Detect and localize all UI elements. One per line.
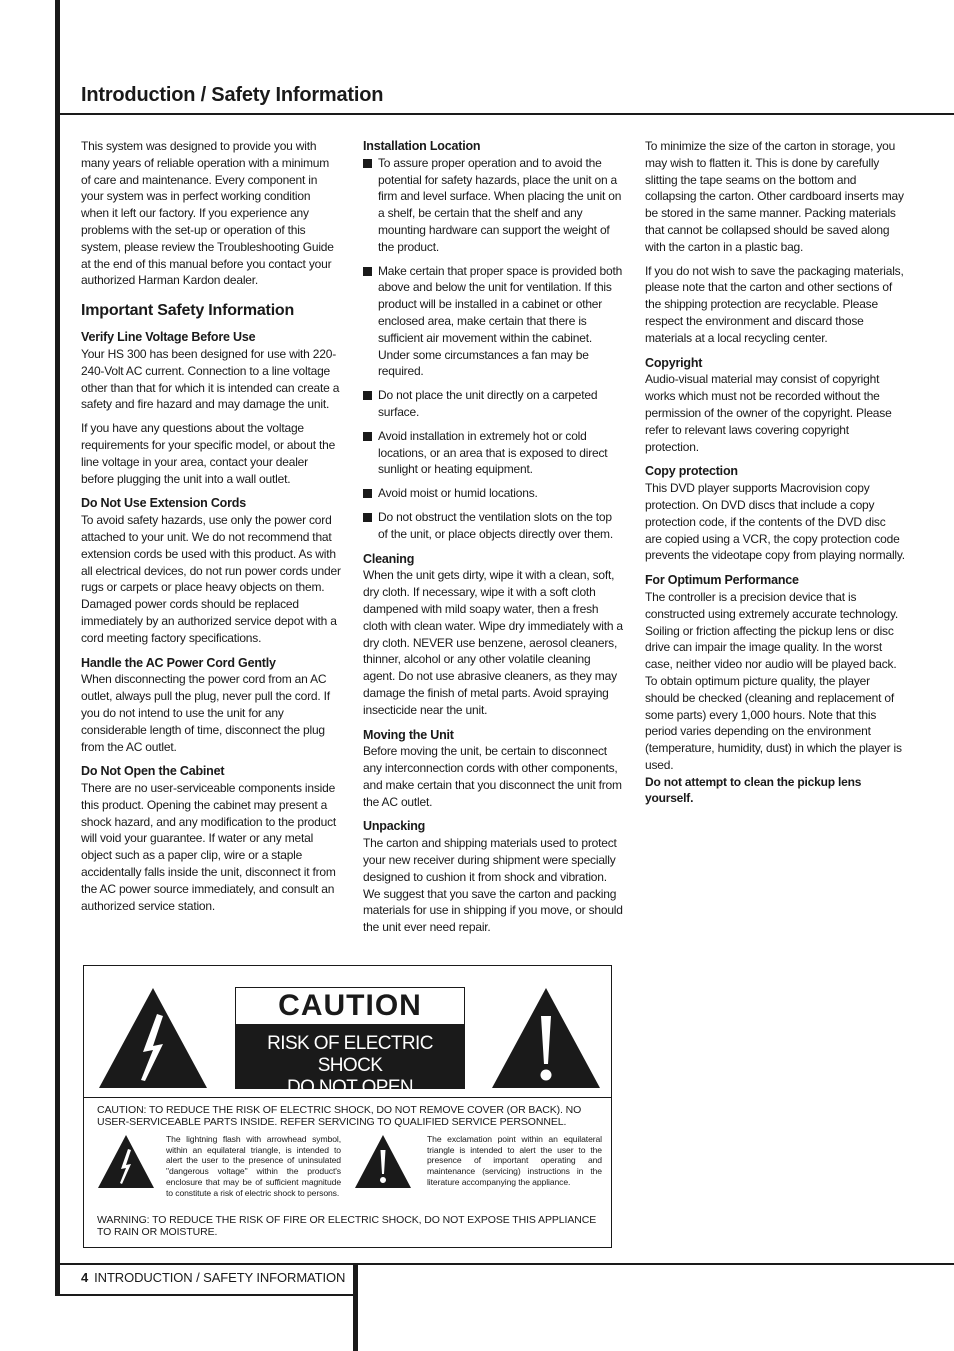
copyright-heading: Copyright	[645, 355, 703, 370]
unpacking-paragraph: The carton and shipping materials used to protect your new receiver during shipment were specially designed to cushion it from shock and vibration. We suggest that you save the carton and packing materials for use in shipping if you move, or should the unit ever need repair.	[363, 836, 623, 935]
voltage-paragraph-1: Your HS 300 has been designed for use with 220-240-Volt AC current. Connection to a line voltage other than that for which it is intended can create a safety and fire hazard and may damage the unit.	[81, 346, 340, 412]
optimum-warning: Do not attempt to clean the pickup lens yourself.	[645, 774, 862, 806]
cleaning-paragraph: When the unit gets dirty, wipe it with a clean, soft, dry cloth. If necessary, wipe it with a soft cloth dampened with mild soapy water, then a fresh cloth with clean water. Wipe dry immediately with a dry cloth. NEVER use benzene, aerosol cleaners, thinner, alcohol or any other volatile cleaning agent. Do not use abrasive cleaners, as they may damage the finish of metal parts. Avoid spraying insecticide near the unit.	[363, 568, 623, 717]
caution-dark-panel	[236, 1024, 464, 1098]
column-2	[363, 138, 623, 943]
footer-divider-bar	[353, 1263, 358, 1351]
list-item: Make certain that proper space is provided both above and below the unit for ventilation. If this product will be installed in a cabinet or other enclosed area, make certain that there is sufficient air movement within the cabinet. Under some circumstances a fan may be required.	[363, 263, 623, 381]
lightning-explanation: The lightning flash with arrowhead symbol, within an equilateral triangle, is intended to alert the user to the presence of uninsulated "dangerous voltage" within the product's enclosure that may be of sufficient magnitude to constitute a risk of electric shock to persons.	[166, 1134, 341, 1198]
lightning-small-icon	[97, 1134, 155, 1189]
list-item: Avoid installation in extremely hot or cold locations, or an area that is exposed to direct sunlight or heating equipment.	[363, 428, 623, 478]
copy-protection-paragraph: This DVD player supports Macrovision copy protection. On DVD discs that include a copy protection code, if the contents of the DVD disc are copied using a VCR, the copy protection code prevents the videotape copy from playing normally.	[645, 481, 905, 563]
install-list	[363, 155, 623, 543]
safety-heading: Important Safety Information	[81, 302, 295, 320]
cords-paragraph: To avoid safety hazards, use only the power cord attached to your unit. We do not recommend that extension cords be used with this product. As with all electrical devices, do not run power cords under rugs or carpets or place heavy objects on them. Damaged power cords should be replaced immediately by an authorized service depot with a cord meeting factory specifications.	[81, 513, 341, 645]
moving-paragraph: Before moving the unit, be certain to disconnect any interconnection cords with other components, and make certain that you disconnect the unit from the AC outlet.	[363, 744, 622, 809]
exclamation-small-icon	[354, 1134, 412, 1189]
carton-paragraph-1: To minimize the size of the carton in storage, you may wish to flatten it. This is done by carefully slitting the tape seams on the bottom and collapsing the carton. Other cardboard inserts may be stored in the same manner. Packing materials that cannot be collapsed should be saved along with the carton in a plastic bag.	[645, 139, 904, 254]
optimum-paragraph: The controller is a precision device that is constructed using extremely accurate technology. Soiling or friction affecting the pickup lens or disc drive can impair the image quality. In the worst case, neither video nor audio will be played back. To obtain optimum picture quality, the player should be checked (cleaning and replacement of some parts) every 1,000 hours. Note that this period varies depending on the environment (temperature, humidity, dust) in which the player is used.	[645, 589, 902, 772]
exclamation-warning-icon	[490, 986, 602, 1090]
handle-heading: Handle the AC Power Cord Gently	[81, 655, 276, 670]
copy-protection-heading: Copy protection	[645, 464, 738, 479]
caution-label-box	[83, 965, 612, 1248]
caution-notice: CAUTION: TO REDUCE THE RISK OF ELECTRIC SHOCK, DO NOT REMOVE COVER (OR BACK). NO USER-SERVICEABLE PARTS INSIDE. REFER SERVICING TO QUALIFIED SERVICE PERSONNEL.	[97, 1104, 582, 1128]
column-1	[81, 138, 341, 921]
exclamation-explanation: The exclamation point within an equilateral triangle is intended to alert the user to the presence of important operating and maintenance (servicing) instructions in the literature accompanying the appliance.	[427, 1134, 602, 1187]
install-heading: Installation Location	[363, 139, 481, 153]
copyright-paragraph: Audio-visual material may consist of copyright works which must not be recorded without the permission of the owner of the copyright. Please refer to relevant laws covering copyright protection.	[645, 372, 892, 454]
header-rule	[60, 113, 954, 115]
moving-heading: Moving the Unit	[363, 727, 454, 742]
cabinet-heading: Do Not Open the Cabinet	[81, 764, 225, 779]
caution-word: CAUTION	[278, 989, 422, 1022]
optimum-heading: For Optimum Performance	[645, 573, 799, 588]
cleaning-heading: Cleaning	[363, 551, 415, 566]
cabinet-paragraph: There are no user-serviceable components inside this product. Opening the cabinet may present a shock hazard, and any modification to the product will void your guarantee. If water or any metal object such as a paper clip, wire or a staple accidentally falls inside the unit, disconnect it from the AC power source immediately, and consult an authorized service station.	[81, 781, 337, 913]
footer-rule	[60, 1263, 954, 1265]
page-footer	[81, 1270, 345, 1286]
unpacking-heading: Unpacking	[363, 819, 426, 834]
caution-top-panel	[84, 966, 611, 1098]
caution-line-2: DO NOT OPEN	[286, 1077, 414, 1098]
footer-label: INTRODUCTION / SAFETY INFORMATION	[94, 1270, 346, 1285]
voltage-paragraph-2: If you have any questions about the voltage requirements for your specific model, or about the line voltage in your area, contact your dealer before plugging the unit into a wall outlet.	[81, 421, 336, 486]
caution-warning: WARNING: TO REDUCE THE RISK OF FIRE OR ELECTRIC SHOCK, DO NOT EXPOSE THIS APPLIANCE TO RAIN OR MOISTURE.	[97, 1214, 597, 1238]
voltage-heading: Verify Line Voltage Before Use	[81, 330, 256, 345]
carton-paragraph-2: If you do not wish to save the packaging materials, please note that the carton and other sections of the shipping protection are recyclable. Please respect the environment and discard those materials at a local recycling center.	[645, 263, 904, 345]
cords-heading: Do Not Use Extension Cords	[81, 496, 246, 511]
left-margin-bar	[55, 0, 60, 1296]
column-3	[645, 138, 905, 814]
caution-banner	[235, 987, 465, 1098]
list-item: To assure proper operation and to avoid the potential for safety hazards, place the unit on a firm and level surface. When placing the unit on a shelf, be certain that the shelf and any mounting hardware can support the weight of the product.	[363, 155, 623, 256]
caution-line-1: RISK OF ELECTRIC SHOCK	[267, 1033, 433, 1076]
footer-rule-lower	[60, 1294, 355, 1296]
intro-paragraph: This system was designed to provide you with many years of reliable operation with a minimum of care and maintenance. Every component in your system was in perfect working condition when it left our factory. If you experience any problems with the set-up or operation of this system, please review the Troubleshooting Guide at the end of this manual before you contact your authorized Harman Kardon dealer.	[81, 139, 334, 288]
handle-paragraph: When disconnecting the power cord from an AC outlet, always pull the plug, never pull the cord. If you do not intend to use the unit for any considerable length of time, disconnect the plug from the AC outlet.	[81, 672, 330, 754]
list-item: Avoid moist or humid locations.	[363, 485, 623, 502]
list-item: Do not place the unit directly on a carpeted surface.	[363, 387, 623, 421]
lightning-warning-icon	[97, 986, 209, 1090]
list-item: Do not obstruct the ventilation slots on the top of the unit, or place objects directly over them.	[363, 509, 623, 543]
page-number: 4	[81, 1270, 89, 1285]
page-title: Introduction / Safety Information	[81, 84, 384, 106]
